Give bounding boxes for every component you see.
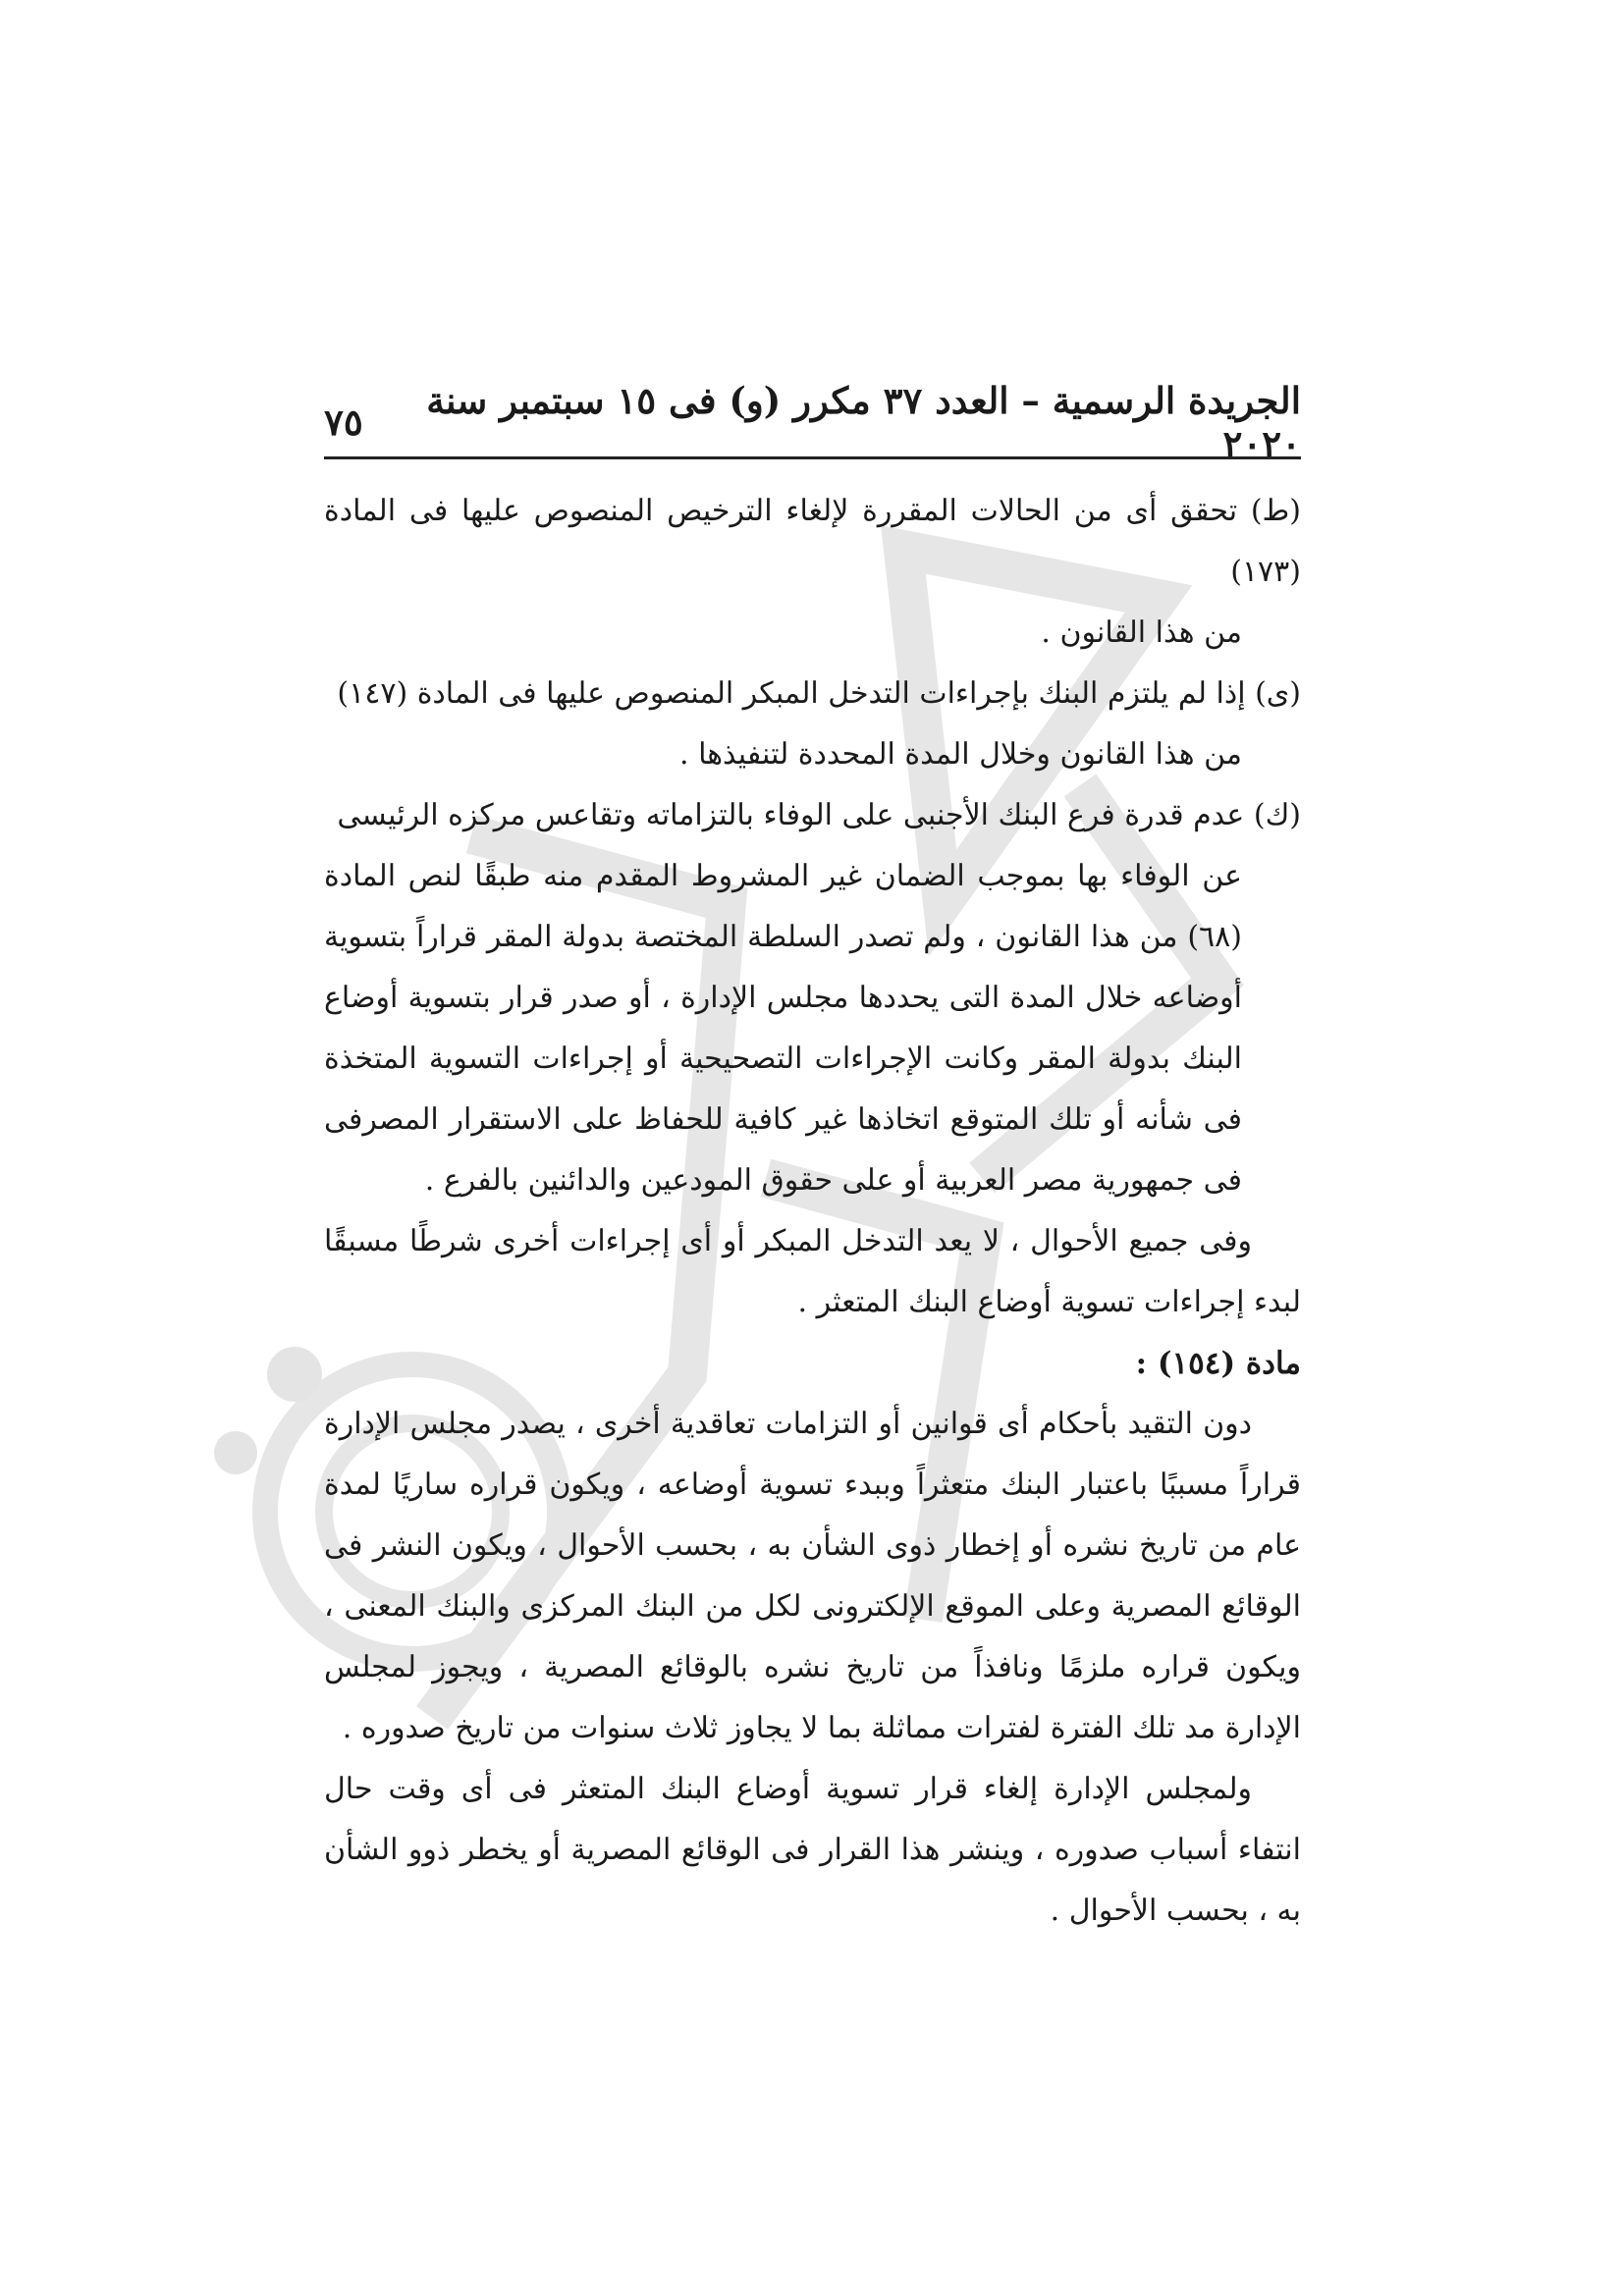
list-item-kaf (324, 785, 1301, 1211)
article-title: مادة (١٥٤) : (1135, 1346, 1301, 1381)
article-paragraph: ولمجلس الإدارة إلغاء قرار تسوية أوضاع البنك المتعثر فى أى وقت حال انتفاء أسباب صدوره ، وينشر هذا القرار فى الوقائع المصرية أو يخطر ذوو الشأن به ، بحسب الأحوال . (324, 1772, 1301, 1928)
article-paragraph: دون التقيد بأحكام أى قوانين أو التزامات تعاقدية أخرى ، يصدر مجلس الإدارة قراراً مسببًا باعتبار البنك متعثراً وببدء تسوية أوضاعه ، ويكون قراره ساريًا لمدة عام من تاريخ نشره أو إخطار ذوى الشأن به ، بحسب الأحوال ، ويكون النشر فى الوقائع المصرية وعلى الموقع الإلكترونى لكل من البنك المركزى والبنك المعنى ، ويكون قراره ملزمًا ونافذاً من تاريخ نشره بالوقائع المصرية ، ويجوز لمجلس الإدارة مد تلك الفترة لفترات مماثلة بما لا يجاوز ثلاث سنوات من تاريخ صدوره . (324, 1407, 1301, 1745)
header-title: الجريدة الرسمية – العدد ٣٧ مكرر (و) فى ١٥ سبتمبر سنة ٢٠٢٠ (426, 379, 1301, 465)
page-header (324, 379, 1301, 465)
list-item-continuation: من هذا القانون وخلال المدة المحددة لتنفيذها . (679, 737, 1242, 772)
list-item-first-line: (ط) تحقق أى من الحالات المقررة لإلغاء الترخيص المنصوص عليها فى المادة (١٧٣) (324, 494, 1301, 589)
list-item-ya (324, 664, 1301, 785)
document-body (324, 481, 1301, 1942)
header-divider (324, 456, 1301, 459)
page-number: ٧٥ (324, 400, 363, 444)
list-item-first-line: (ك) عدم قدرة فرع البنك الأجنبى على الوفاء بالتزاماته وتقاعس مركزه الرئيسى (337, 798, 1301, 832)
list-item-first-line: (ى) إذا لم يلتزم البنك بإجراءات التدخل المبكر المنصوص عليها فى المادة (١٤٧) (337, 676, 1301, 711)
list-item-continuation: من هذا القانون . (1041, 615, 1242, 650)
list-item-continuation: عن الوفاء بها بموجب الضمان غير المشروط المقدم منه طبقًا لنص المادة (٦٨) من هذا القانون ، ولم تصدر السلطة المختصة بدولة المقر قراراً بتسوية أوضاعه خلال المدة التى يحددها مجلس الإدارة ، أو صدر قرار بتسوية أوضاع البنك بدولة المقر وكانت الإجراءات التصحيحية أو إجراءات التسوية المتخذة فى شأنه أو تلك المتوقع اتخاذها غير كافية للحفاظ على الاستقرار المصرفى فى جمهورية مصر العربية أو على حقوق المودعين والدائنين بالفرع . (324, 859, 1242, 1198)
list-item-ta (324, 481, 1301, 664)
closing-paragraph: وفى جميع الأحوال ، لا يعد التدخل المبكر أو أى إجراءات أخرى شرطًا مسبقًا لبدء إجراءات تسوية أوضاع البنك المتعثر . (324, 1224, 1301, 1319)
